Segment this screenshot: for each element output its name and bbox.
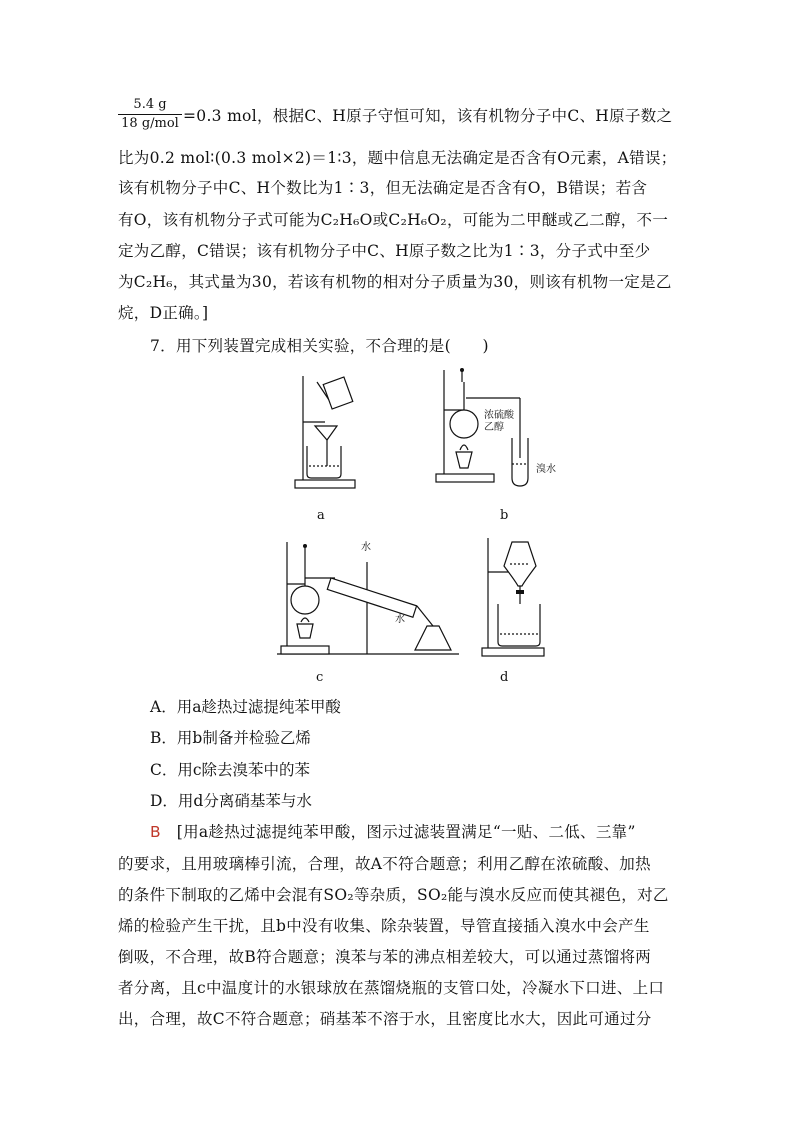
option-a: A．用a趁热过滤提纯苯甲酸 [150,698,341,716]
label-a: a [317,508,325,523]
solution-line-5: 定为乙醇，C错误；该有机物分子中C、H原子数之比为1∶3，分子式中至少 [118,242,651,260]
option-d: D．用d分离硝基苯与水 [150,792,312,810]
apparatus-b-ethylene [432,368,556,494]
answer-line-7: 出，合理，故C不符合题意；硝基苯不溶于水，且密度比水大，因此可通过分 [118,1010,652,1028]
answer-line-1-text: [用a趁热过滤提纯苯甲酸，图示过滤装置满足“一贴、二低、三靠” [160,823,636,841]
answer-line-6: 者分离，且c中温度计的水银球放在蒸馏烧瓶的支管口处，冷凝水下口进、上口 [118,979,665,997]
b-reagent-1: 浓硫酸 [484,410,514,421]
apparatus-c-distillation [275,538,461,658]
fraction [118,96,182,133]
option-c: C．用c除去溴苯中的苯 [150,761,311,779]
answer-line-4: 烯的检验产生干扰，且b中没有收集、除杂装置，导管直接插入溴水中会产生 [118,917,650,935]
solution-line-6: 为C₂H₆，其式量为30，若该有机物的相对分子质量为30，则该有机物一定是乙 [118,273,672,291]
b-reagent-2: 乙醇 [484,422,504,433]
apparatus-a-filtration [285,370,365,492]
answer-letter: B [150,823,161,841]
solution-line-1: =0.3 mol，根据C、H原子守恒可知，该有机物分子中C、H原子数之 [183,107,673,125]
fraction-numerator: 5.4 g [118,96,182,115]
solution-line-3: 该有机物分子中C、H个数比为1∶3，但无法确定是否含有O，B错误；若含 [118,179,648,197]
answer-line-5: 倒吸，不合理，故B符合题意；溴苯与苯的沸点相差较大，可以通过蒸馏将两 [118,948,652,966]
answer-line-3: 的条件下制取的乙烯中会混有SO₂等杂质，SO₂能与溴水反应而使其褪色，对乙 [118,886,669,904]
b-tube-label: 溴水 [536,464,556,475]
c-water-label-1: 水 [361,542,371,553]
c-water-label-2: 水 [395,614,405,625]
answer-line-2: 的要求，且用玻璃棒引流，合理，故A不符合题意；利用乙醇在浓硫酸、加热 [118,855,651,873]
option-b: B．用b制备并检验乙烯 [150,729,311,747]
apparatus-d-separatory-funnel [480,534,550,658]
label-c: c [316,670,324,685]
solution-line-4: 有O，该有机物分子式可能为C₂H₆O或C₂H₆O₂，可能为二甲醚或乙二醇，不一 [118,211,669,229]
solution-line-2: 比为0.2 mol∶(0.3 mol×2)＝1∶3，题中信息无法确定是否含有O元素，A错误； [118,149,677,167]
label-d: d [500,670,509,685]
answer-line-1 [150,822,710,842]
question-stem: 7．用下列装置完成相关实验，不合理的是( ) [150,337,489,355]
label-b: b [500,508,509,523]
fraction-denominator: 18 g/mol [121,116,179,131]
solution-line-7: 烷，D正确。] [118,304,209,322]
